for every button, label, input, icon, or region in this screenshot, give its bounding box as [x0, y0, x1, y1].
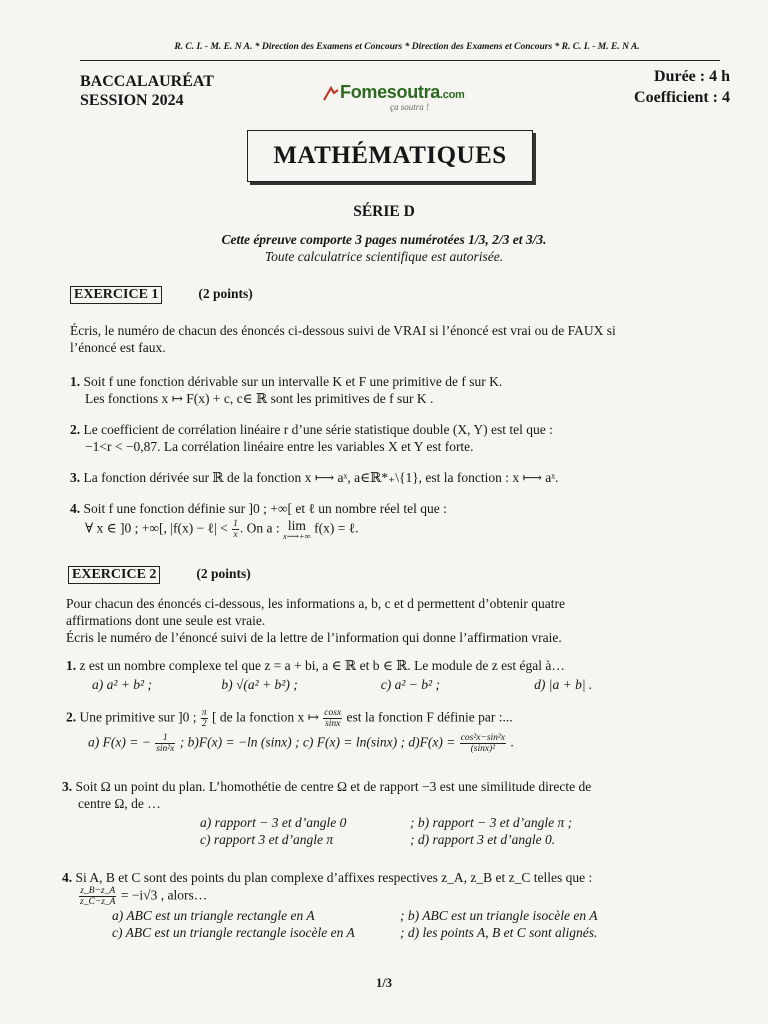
- subject-title: MATHÉMATIQUES: [247, 130, 533, 182]
- exercise-2-points: (2 points): [196, 566, 251, 581]
- coefficient: Coefficient : 4: [634, 89, 730, 106]
- header-rule: [80, 60, 720, 61]
- exam-title-block: [80, 72, 214, 110]
- exercise-1-label: EXERCICE 1: [70, 286, 162, 304]
- duration: Durée : 4 h: [654, 68, 730, 85]
- fomesoutra-logo: [322, 82, 482, 118]
- page-number: 1/3: [376, 976, 392, 990]
- ministry-header-line: R. C. I. - M. E. N A. * Direction des Examens et Concours * Direction des Examens et Concours * R. C. I. - M. E. N A.: [174, 42, 640, 52]
- serie-label: SÉRIE D: [353, 203, 415, 220]
- exam-session: SESSION 2024: [80, 92, 184, 109]
- logo-tagline: ça soutra !: [390, 102, 429, 112]
- exercise-2-label: EXERCICE 2: [68, 566, 160, 584]
- exercise-1-points: (2 points): [198, 286, 253, 301]
- exercise-2-intro: Pour chacun des énoncés ci-dessous, les informations a, b, c et d permettent d’obtenir quatre affirmations dont une seule est vraie. Écris le numéro de l’énoncé suivi de la lettre de l’information qui donne l’affirmation vraie.: [66, 596, 565, 645]
- exercise-2-header: [68, 565, 251, 584]
- calculator-note: Toute calculatrice scientifique est autorisée.: [264, 249, 504, 264]
- exam-meta: [634, 66, 730, 108]
- ex2-statement-3: 3. Soit Ω un point du plan. L’homothétie de centre Ω et de rapport −3 est une similitude directe de centre Ω, de … a) rapport − 3 et d’angle 0 ; b) rapport − 3 et d’angle π ; c) rapport 3 et d’angle π ; d) rapport 3 et d’angle 0.: [62, 779, 592, 847]
- ex1-statement-1: 1. Soit f une fonction dérivable sur un intervalle K et F une primitive de f sur K. Les fonctions x ↦ F(x) + c, c∈ ℝ sont les primitives de f sur K .: [70, 374, 503, 406]
- ex2-statement-1: 1. z est un nombre complexe tel que z = a + bi, a ∈ ℝ et b ∈ ℝ. Le module de z est égal à… a) a² + b² ; b) √(a² + b²) ; c) a² − b² ; d) |a + b| .: [66, 658, 593, 692]
- logo-text: Fomesoutra.com: [340, 82, 465, 102]
- exercise-1-header: [70, 285, 253, 304]
- exercise-1-intro: Écris, le numéro de chacun des énoncés ci-dessous suivi de VRAI si l’énoncé est vrai ou de FAUX si l’énoncé est faux.: [70, 323, 616, 355]
- ex2-statement-2: 2. Une primitive sur ]0 ; $\frac{\pi}{2}$ [ de la fonction x ↦ $\frac{\cos x}{\sin x}$ est la fonction F définie par :... a) F(x) = − $\frac{1}{\text{sin²x}}$ ; b)F(x) = −ln (sinx) ; c) F(x) = ln(sinx) ; d)F(x) = $\frac{\text{cos²x−sin²x}}{\text{(sinx)²}}$ .: [66, 708, 514, 754]
- exam-name: BACCALAURÉAT: [80, 73, 214, 90]
- pages-note: Cette épreuve comporte 3 pages numérotées 1/3, 2/3 et 3/3.: [221, 232, 547, 247]
- logo-icon: [322, 86, 340, 102]
- ex1-statement-2: 2. Le coefficient de corrélation linéaire r d’une série statistique double (X, Y) est tel que : −1<r < −0,87. La corrélation linéaire entre les variables X et Y est forte.: [70, 422, 553, 454]
- ex2-statement-4: 4. Si A, B et C sont des points du plan complexe d’affixes respectives z_A, z_B et z_C telles que : $\frac{z\_B-z\_A}{z\_C-z\_A}$ = −i√3 , alors… a) ABC est un triangle rectangle en A ; b) ABC est un triangle isocèle en A c) ABC est un triangle rectangle isocèle en A ; d) les points A, B et C sont alignés.: [62, 870, 598, 940]
- ex1-statement-3: 3. La fonction dérivée sur ℝ de la fonction x ⟼ aˣ, a∈ℝ*₊\{1}, est la fonction : x ⟼ aˣ.: [70, 470, 559, 485]
- ex1-statement-4: 4. Soit f une fonction définie sur ]0 ; +∞[ et ℓ un nombre réel tel que : ∀ x ∈ ]0 ; +∞[, |f(x) − ℓ| < $\frac{1}{x}$ . On a : lim x⟶+∞ f(x) = ℓ.: [70, 501, 447, 541]
